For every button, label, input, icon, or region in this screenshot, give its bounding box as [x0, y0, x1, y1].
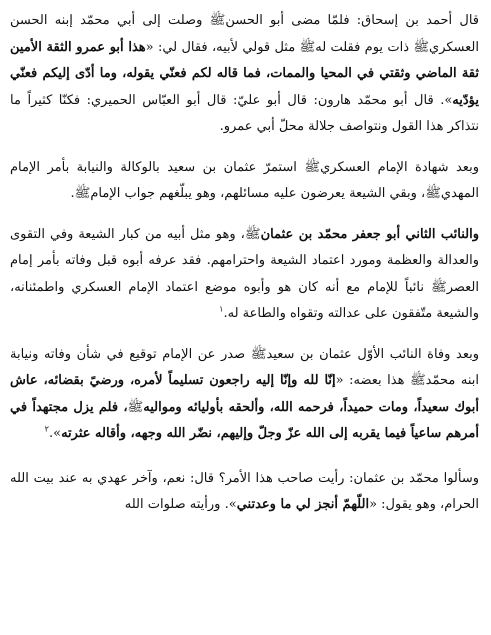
text-segment: قال أحمد بن إسحاق: فلمّا مضى أبو الحسن	[225, 13, 479, 28]
text-segment: ، وهو مثل أبيه من كبار الشيعة وفي التقوى والعدالة والعظمة ومورد اعتماد الشيعة واحترامهم. فقد عرفه أبوه قبل وفاته بأمر إمام العصر	[10, 226, 479, 295]
quoted-text: اللّهمّ أنجز لي ما وعدتني	[236, 497, 370, 512]
blessing-mark: ﷺ	[74, 186, 91, 201]
quoted-text: إنّا لله وإنّا إليه راجعون تسليماً لأمره، ورضيً بقضائه، عاش أبوك سعيداً، ومات حميداً، فرحمه الله، وألحقه بأوليائه ومواليه	[10, 373, 479, 415]
text-segment: وصلت إلى أبي محمّد إبنه الحسن العسكري	[10, 13, 479, 55]
text-segment: وبعد شهادة الإمام العسكري	[320, 159, 479, 175]
blessing-mark: ﷺ	[409, 373, 426, 388]
paragraph-1	[10, 8, 479, 141]
quoted-text: ، فلم يزل مجتهداً في أمرهم ساعياً فيما يقربه إلى الله عزّ وجلّ وإليهم، نضّر الله وجهه، وأقاله عثرته	[10, 399, 479, 441]
text-segment: ذات يوم فقلت له	[315, 39, 414, 55]
blessing-mark: ﷺ	[244, 226, 261, 242]
text-segment: ». ورأيته صلوات الله	[124, 497, 237, 512]
paragraph-5	[10, 466, 479, 519]
blessing-mark: ﷺ	[425, 186, 441, 201]
text-segment: ». قال أبو محمّد هارون: قال أبو عليّ: قال أبو العبّاس الحميري: فكنّا كثيراً ما نتذاكر هذا القول ونتواصف جلالة محلّ أبي عمرو.	[10, 92, 479, 134]
blessing-mark: ﷺ	[413, 39, 430, 55]
text-segment: استمرّ عثمان بن سعيد بالوكالة والنيابة بأمر الإمام المهدي	[10, 159, 479, 201]
blessing-mark: ﷺ	[304, 159, 321, 175]
text-segment: نائباً للإمام مع أنه كان هو وأبوه موضع اعتماد الإمام العسكري واطمئنانه، والشيعة متّفقون على عدالته وتقواه والطاعة له.	[10, 279, 479, 321]
paragraph-4	[10, 342, 479, 448]
blessing-mark: ﷺ	[127, 399, 144, 415]
text-segment: .	[70, 186, 75, 201]
text-segment: وسألوا محمّد بن عثمان: رأيت صاحب هذا الأمر؟ قال: نعم، وآخر عهدي به عند بيت الله الحرام، وهو يقول: «	[10, 470, 479, 512]
blessing-mark: ﷺ	[299, 39, 316, 55]
text-segment: وبعد وفاة النائب الأوّل عثمان بن سعيد	[266, 346, 479, 362]
text-segment: هذا بعضه: «	[335, 373, 410, 388]
text-segment: ».	[48, 426, 62, 441]
footnote-marker: ٢	[44, 424, 49, 434]
section-lead: والنائب الثاني أبو جعفر محمّد بن عثمان	[260, 226, 479, 242]
paragraph-2	[10, 155, 479, 208]
text-segment: ، وبقي الشيعة يعرضون عليه مسائلهم، وهو يبلّغهم جواب الإمام	[90, 186, 426, 201]
quoted-text: هذا أبو عمرو الثقة الأمين ثقة الماضي وثقتي في المحيا والممات، فما قاله لكم فعنّي يقوله، وما أدّى إليكم فعنّي يؤدّيه	[10, 39, 479, 108]
text-segment: صدر عن الإمام توقيع في شأن وفاته ونيابة ابنه محمّد	[10, 346, 479, 388]
text-segment: مثل قولي لأبيه، فقال لي: «	[145, 39, 300, 55]
paragraph-3	[10, 222, 479, 328]
blessing-mark: ﷺ	[209, 13, 226, 28]
footnote-marker: ١	[219, 304, 224, 314]
blessing-mark: ﷺ	[430, 279, 447, 295]
blessing-mark: ﷺ	[250, 346, 267, 362]
